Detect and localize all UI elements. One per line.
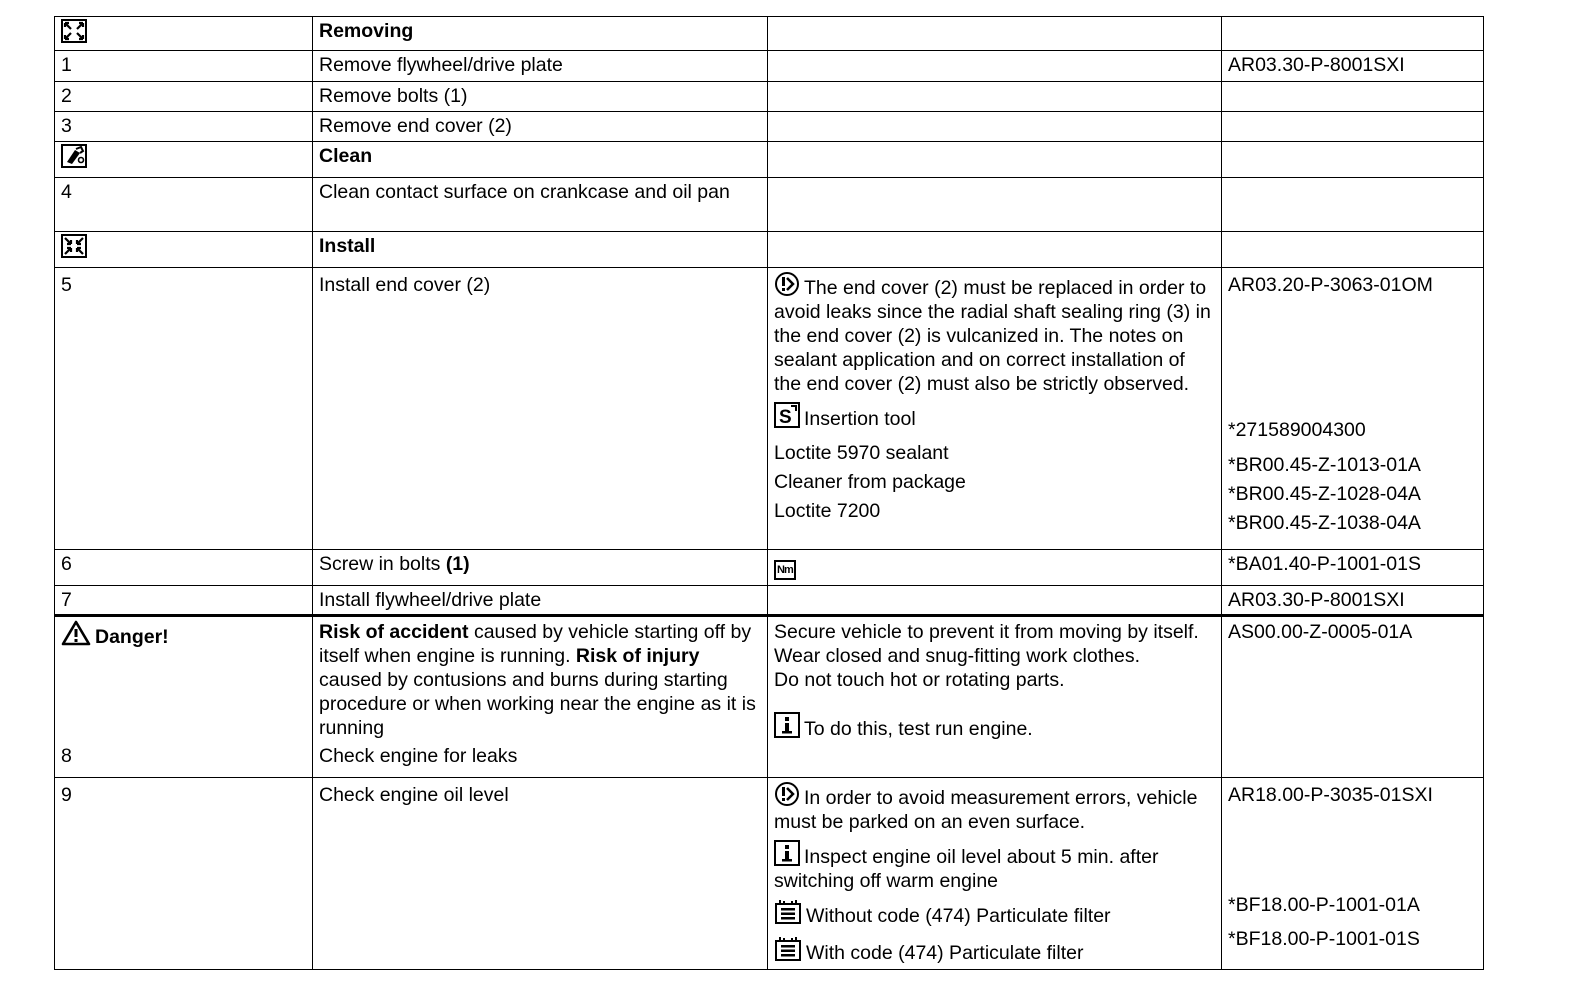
step-number: 1 [55, 51, 313, 82]
step-reference: AR03.20-P-3063-01OM [1228, 274, 1433, 296]
safety-measure: Wear closed and snug-fitting work clothes. [774, 645, 1140, 667]
install-icon [61, 234, 87, 258]
step-number: 6 [55, 550, 313, 586]
step-reference: *BA01.40-P-1001-01S [1222, 550, 1484, 586]
step-reference: AR03.30-P-8001SXI [1222, 51, 1484, 82]
safety-measure: Do not touch hot or rotating parts. [774, 669, 1065, 691]
clean-icon [61, 144, 87, 168]
section-title-install: Install [313, 232, 768, 268]
danger-block [61, 620, 306, 649]
svg-text:S: S [779, 407, 792, 428]
step-text: Remove flywheel/drive plate [313, 51, 768, 82]
material-line: Cleaner from package [774, 471, 966, 493]
step-row-7 [55, 586, 1484, 616]
step-number: 8 [61, 745, 72, 767]
info-line: Inspect engine oil level about 5 min. after switching off warm engine [774, 840, 1215, 893]
step-text: Clean contact surface on crankcase and oil pan [313, 178, 768, 232]
torque-icon: Nm [774, 560, 796, 580]
info-line: To do this, test run engine. [774, 712, 1215, 741]
material-reference: *BR00.45-Z-1038-04A [1228, 512, 1421, 534]
note-text: The end cover (2) must be replaced in order to avoid leaks since the radial shaft sealing ring (3) in the end cover (2) is vulcanized in. The notes on sealant application and on correct installation of the end cover (2) must also be strictly observed. [774, 277, 1211, 395]
step-number: 9 [55, 778, 313, 970]
step-number: 5 [55, 268, 313, 550]
step-row-5 [55, 268, 1484, 550]
risk-text: Risk of accident caused by vehicle starting off by itself when engine is running. Risk of injury caused by contusions and burns during starting procedure or when working near the engine as it is running [319, 621, 756, 739]
procedure-table [54, 16, 1484, 970]
removing-icon-cell [55, 17, 313, 51]
note-block: In order to avoid measurement errors, vehicle must be parked on an even surface. [774, 781, 1215, 834]
step-row-3 [55, 112, 1484, 142]
tool-label: Insertion tool [804, 408, 916, 430]
special-tool-icon [774, 402, 800, 428]
section-row-install [55, 232, 1484, 268]
oil-spec-icon [774, 936, 802, 962]
step-text: Install end cover (2) [313, 268, 768, 550]
step-text: Install flywheel/drive plate [313, 586, 768, 616]
section-title-removing: Removing [313, 17, 768, 51]
danger-label: Danger! [95, 626, 169, 648]
material-line: Loctite 7200 [774, 500, 881, 522]
step-text: Remove end cover (2) [313, 112, 768, 142]
removing-icon [61, 19, 87, 43]
step-number: 2 [55, 82, 313, 112]
step-text: Remove bolts (1) [313, 82, 768, 112]
material-reference: *BR00.45-Z-1028-04A [1228, 483, 1421, 505]
step-number: 7 [55, 586, 313, 616]
spec-reference: *BF18.00-P-1001-01S [1228, 928, 1420, 950]
step-row-2 [55, 82, 1484, 112]
safety-measure: Secure vehicle to prevent it from moving by itself. [774, 621, 1199, 643]
tool-line [774, 402, 1215, 431]
step-row-9 [55, 778, 1484, 970]
material-reference: *BR00.45-Z-1013-01A [1228, 454, 1421, 476]
step-row-6 [55, 550, 1484, 586]
section-row-clean [55, 142, 1484, 178]
step-row-1 [55, 51, 1484, 82]
step-row-4 [55, 178, 1484, 232]
step-number: 3 [55, 112, 313, 142]
spec-line: Without code (474) Particulate filter [774, 899, 1215, 928]
warning-triangle-icon [61, 620, 91, 646]
note-icon [774, 781, 800, 807]
step-text: Check engine for leaks [319, 745, 518, 767]
section-row-removing [55, 17, 1484, 51]
step-reference: AR03.30-P-8001SXI [1222, 586, 1484, 616]
material-line: Loctite 5970 sealant [774, 442, 949, 464]
oil-spec-icon [774, 899, 802, 925]
info-icon [774, 840, 800, 866]
step-text: Check engine oil level [313, 778, 768, 970]
spec-reference: *BF18.00-P-1001-01A [1228, 894, 1420, 916]
spec-line: With code (474) Particulate filter [774, 936, 1215, 965]
note-block [774, 271, 1215, 396]
step-row-8 [55, 616, 1484, 778]
section-title-clean: Clean [313, 142, 768, 178]
tool-reference: *271589004300 [1228, 419, 1366, 441]
step-number: 4 [55, 178, 313, 232]
info-icon [774, 712, 800, 738]
step-text: Screw in bolts (1) [313, 550, 768, 586]
step-reference: AS00.00-Z-0005-01A [1222, 616, 1484, 778]
note-icon [774, 271, 800, 297]
step-reference: AR18.00-P-3035-01SXI [1228, 784, 1433, 806]
